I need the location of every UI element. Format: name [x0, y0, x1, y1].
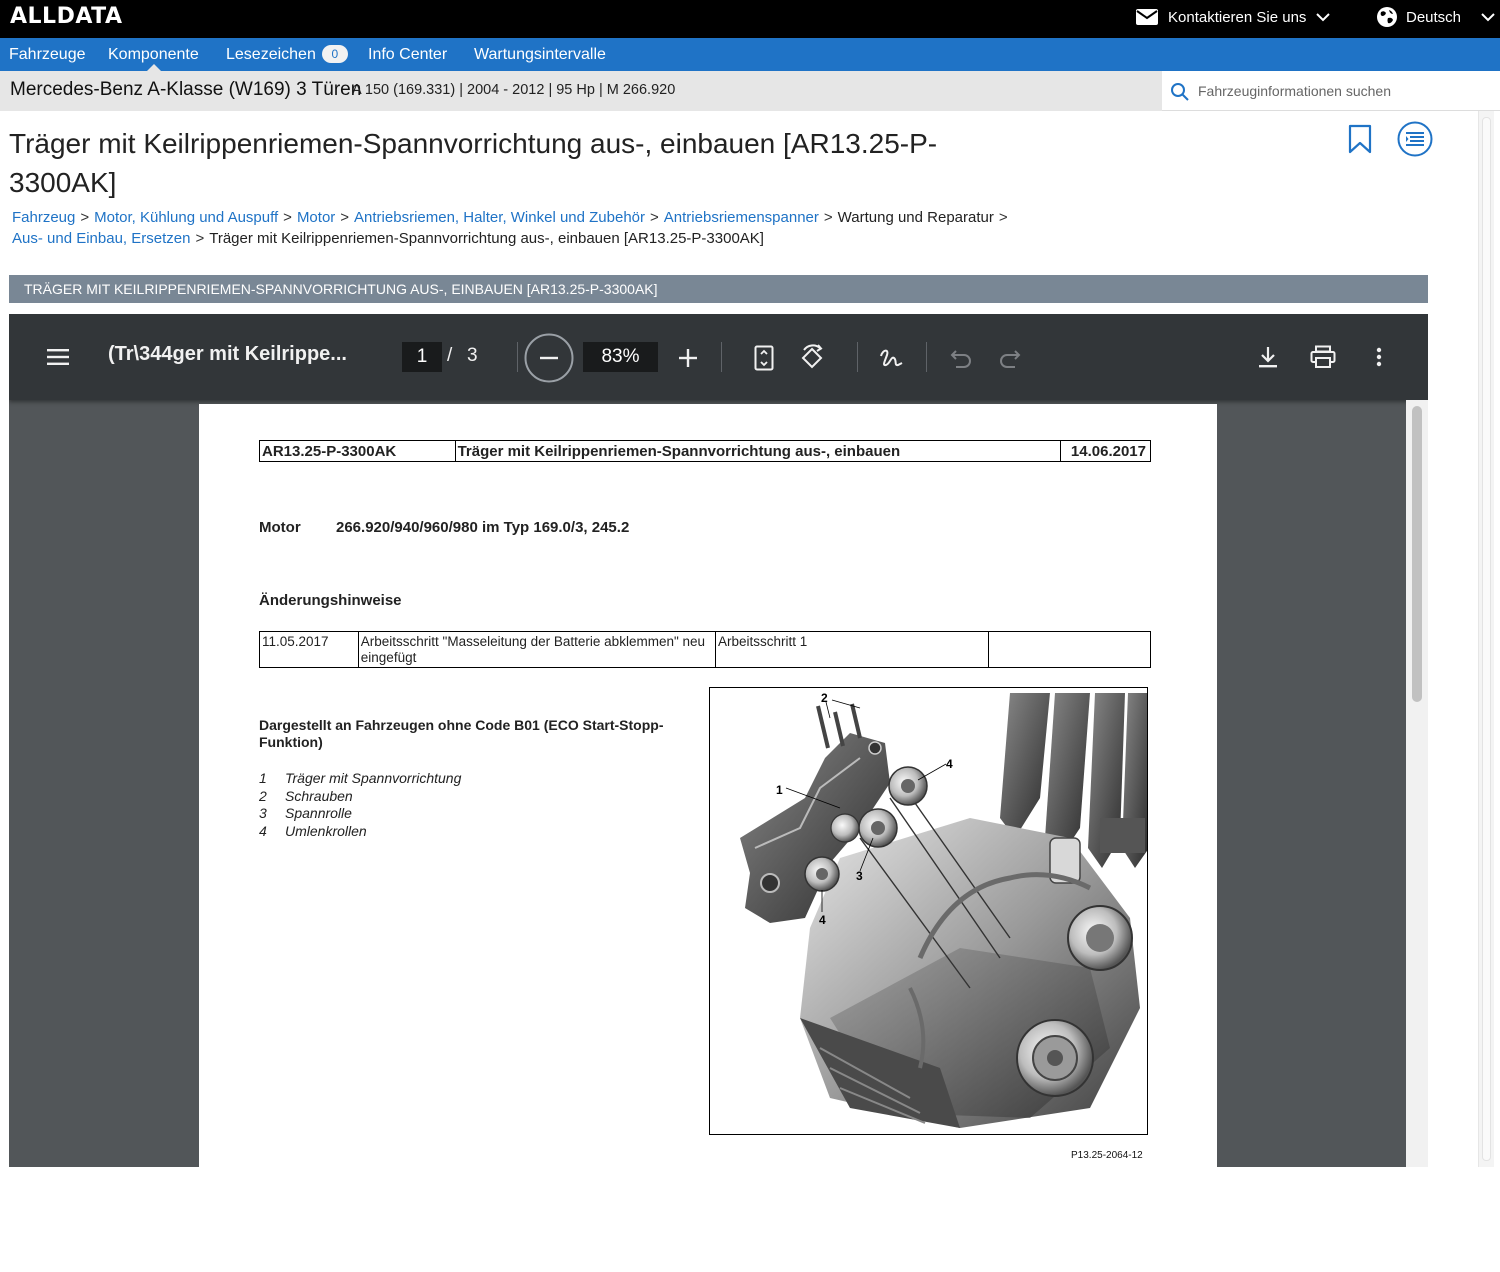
zoom-level-input[interactable]: 83% [583, 342, 658, 372]
document-header-bar: TRÄGER MIT KEILRIPPENRIEMEN-SPANNVORRICHTUNG AUS-, EINBAUEN [AR13.25-P-3300AK] [9, 275, 1428, 303]
breadcrumb-motor-kuehlung-auspuff[interactable]: Motor, Kühlung und Auspuff [94, 209, 279, 226]
zoom-in-button[interactable] [677, 347, 699, 369]
figure-legend [259, 770, 461, 840]
pdf-page-input[interactable]: 1 [402, 342, 442, 372]
document-title-cell: Träger mit Keilrippenriemen-Spannvorrichtung aus-, einbauen [456, 441, 1062, 461]
breadcrumb-separator: > [340, 209, 350, 226]
page-title: Träger mit Keilrippenriemen-Spannvorrichtung aus-, einbauen [AR13.25-P-3300AK] [9, 128, 938, 198]
pdf-scrollbar-thumb[interactable] [1412, 406, 1422, 702]
pdf-page [199, 404, 1217, 1167]
legend-number: 4 [259, 822, 267, 839]
menu-icon [46, 348, 70, 366]
contact-menu[interactable] [1136, 0, 1340, 34]
breadcrumb-separator: > [823, 209, 833, 226]
pdf-menu-button[interactable] [45, 342, 71, 372]
document-date: 14.06.2017 [1070, 443, 1146, 460]
change-step: Arbeitsschritt 1 [716, 632, 989, 667]
rotate-button[interactable] [797, 343, 827, 373]
breadcrumb [12, 207, 1072, 249]
undo-button[interactable] [949, 346, 973, 370]
legend-label: Schrauben [285, 787, 353, 804]
vehicle-bar [0, 71, 1162, 111]
download-icon [1257, 345, 1279, 369]
bookmark-button[interactable] [1346, 124, 1374, 154]
more-options-button[interactable] [1369, 345, 1389, 369]
engine-illustration [709, 687, 1148, 1135]
redo-button[interactable] [998, 346, 1022, 370]
bookmarks-count-badge: 0 [322, 45, 348, 63]
nav-fahrzeuge[interactable]: Fahrzeuge [9, 46, 86, 63]
list-icon [1397, 121, 1433, 157]
zoom-out-button[interactable] [524, 333, 574, 383]
minus-icon [524, 333, 574, 383]
breadcrumb-antriebsriemen[interactable]: Antriebsriemen, Halter, Winkel und Zubehör [354, 209, 646, 226]
globe-icon [1376, 6, 1398, 28]
alldata-logo[interactable]: ALLDATA [10, 4, 123, 29]
main-nav [0, 38, 1500, 71]
chevron-down-icon [1481, 13, 1495, 22]
table-of-contents-button[interactable] [1397, 121, 1433, 157]
changes-table [259, 631, 1151, 668]
figure-caption: Dargestellt an Fahrzeugen ohne Code B01 (ECO Start-Stopp-Funktion) [259, 717, 664, 750]
draw-icon [878, 346, 904, 370]
more-vertical-icon [1376, 347, 1382, 367]
engine-drawing [710, 688, 1148, 1135]
legend-item [259, 805, 461, 823]
vehicle-search-box [1162, 71, 1500, 111]
document-header-table [259, 440, 1151, 462]
callout-1: 1 [776, 783, 783, 797]
callout-4-bottom: 4 [819, 913, 826, 927]
breadcrumb-motor[interactable]: Motor [296, 209, 336, 226]
download-button[interactable] [1256, 344, 1280, 370]
annotate-button[interactable] [877, 344, 905, 372]
fit-to-page-icon [754, 345, 774, 371]
legend-item [259, 823, 461, 841]
print-button[interactable] [1308, 344, 1338, 370]
document-code: AR13.25-P-3300AK [260, 441, 456, 461]
search-icon[interactable] [1170, 82, 1190, 102]
rotate-icon [798, 344, 826, 372]
pdf-toolbar [9, 314, 1428, 400]
legend-number: 3 [259, 805, 267, 821]
nav-wartungsintervalle[interactable]: Wartungsintervalle [474, 46, 606, 63]
nav-komponente[interactable]: Komponente [108, 46, 199, 63]
change-extra [989, 632, 1150, 667]
legend-label: Träger mit Spannvorrichtung [285, 770, 462, 786]
plus-icon [678, 348, 698, 368]
printer-icon [1310, 345, 1336, 369]
breadcrumb-separator: > [650, 209, 659, 226]
nav-lesezeichen[interactable] [226, 38, 348, 71]
undo-icon [950, 348, 972, 368]
nav-info-center[interactable]: Info Center [368, 46, 448, 63]
toolbar-divider [721, 342, 722, 372]
breadcrumb-separator: > [998, 209, 1008, 226]
breadcrumb-aus-einbau[interactable]: Aus- und Einbau, Ersetzen [12, 230, 191, 247]
breadcrumb-antriebsriemenspanner[interactable]: Antriebsriemenspanner [663, 209, 819, 226]
bookmark-icon [1346, 124, 1374, 154]
pdf-viewer [9, 314, 1428, 1167]
contact-label: Kontaktieren Sie uns [1168, 8, 1307, 26]
nav-lesezeichen-label: Lesezeichen [226, 46, 316, 63]
pdf-document-title: (Tr\344ger mit Keilrippe... [108, 343, 347, 365]
vehicle-spec: A 150 (169.331) | 2004 - 2012 | 95 Hp | M 266.920 [352, 82, 676, 98]
breadcrumb-separator: > [283, 209, 292, 226]
fit-page-button[interactable] [751, 344, 777, 372]
pdf-page-separator: / [447, 345, 453, 366]
legend-label: Umlenkrollen [285, 822, 367, 839]
legend-item [259, 770, 461, 788]
legend-label: Spannrolle [285, 805, 352, 821]
breadcrumb-fahrzeug[interactable]: Fahrzeug [12, 209, 76, 226]
change-date: 11.05.2017 [260, 632, 359, 667]
top-bar [0, 0, 1500, 38]
mail-icon [1136, 9, 1158, 25]
pdf-page-total: 3 [467, 345, 478, 366]
changes-title: Änderungshinweise [259, 592, 402, 609]
breadcrumb-separator: > [195, 230, 205, 247]
toolbar-divider [926, 342, 927, 372]
active-nav-indicator [147, 64, 161, 71]
motor-value: 266.920/940/960/980 im Typ 169.0/3, 245.2 [336, 519, 630, 536]
redo-icon [999, 348, 1021, 368]
legend-number: 2 [259, 787, 267, 804]
breadcrumb-current: Träger mit Keilrippenriemen-Spannvorrichtung aus-, einbauen [AR13.25-P-3300AK] [209, 230, 764, 247]
motor-label: Motor [259, 519, 301, 536]
breadcrumb-wartung-reparatur: Wartung und Reparatur [837, 209, 994, 226]
callout-4-top: 4 [946, 757, 953, 771]
language-menu[interactable] [1376, 0, 1495, 34]
page-scrollbar[interactable] [1478, 111, 1494, 1167]
callout-3: 3 [856, 869, 863, 883]
language-label: Deutsch [1406, 8, 1462, 26]
breadcrumb-separator: > [80, 209, 90, 226]
figure-code: P13.25-2064-12 [1071, 1150, 1143, 1161]
change-description: Arbeitsschritt "Masseleitung der Batterie abklemmen" neu eingefügt [359, 632, 716, 667]
vehicle-search-input[interactable] [1198, 80, 1488, 102]
vehicle-name: Mercedes-Benz A-Klasse (W169) 3 Türen [10, 79, 362, 100]
page-scrollbar-thumb[interactable] [1482, 117, 1491, 1161]
legend-number: 1 [259, 770, 267, 786]
toolbar-divider [517, 342, 518, 372]
callout-2: 2 [821, 691, 828, 705]
toolbar-divider [857, 342, 858, 372]
chevron-down-icon [1316, 13, 1330, 22]
legend-item [259, 788, 461, 806]
